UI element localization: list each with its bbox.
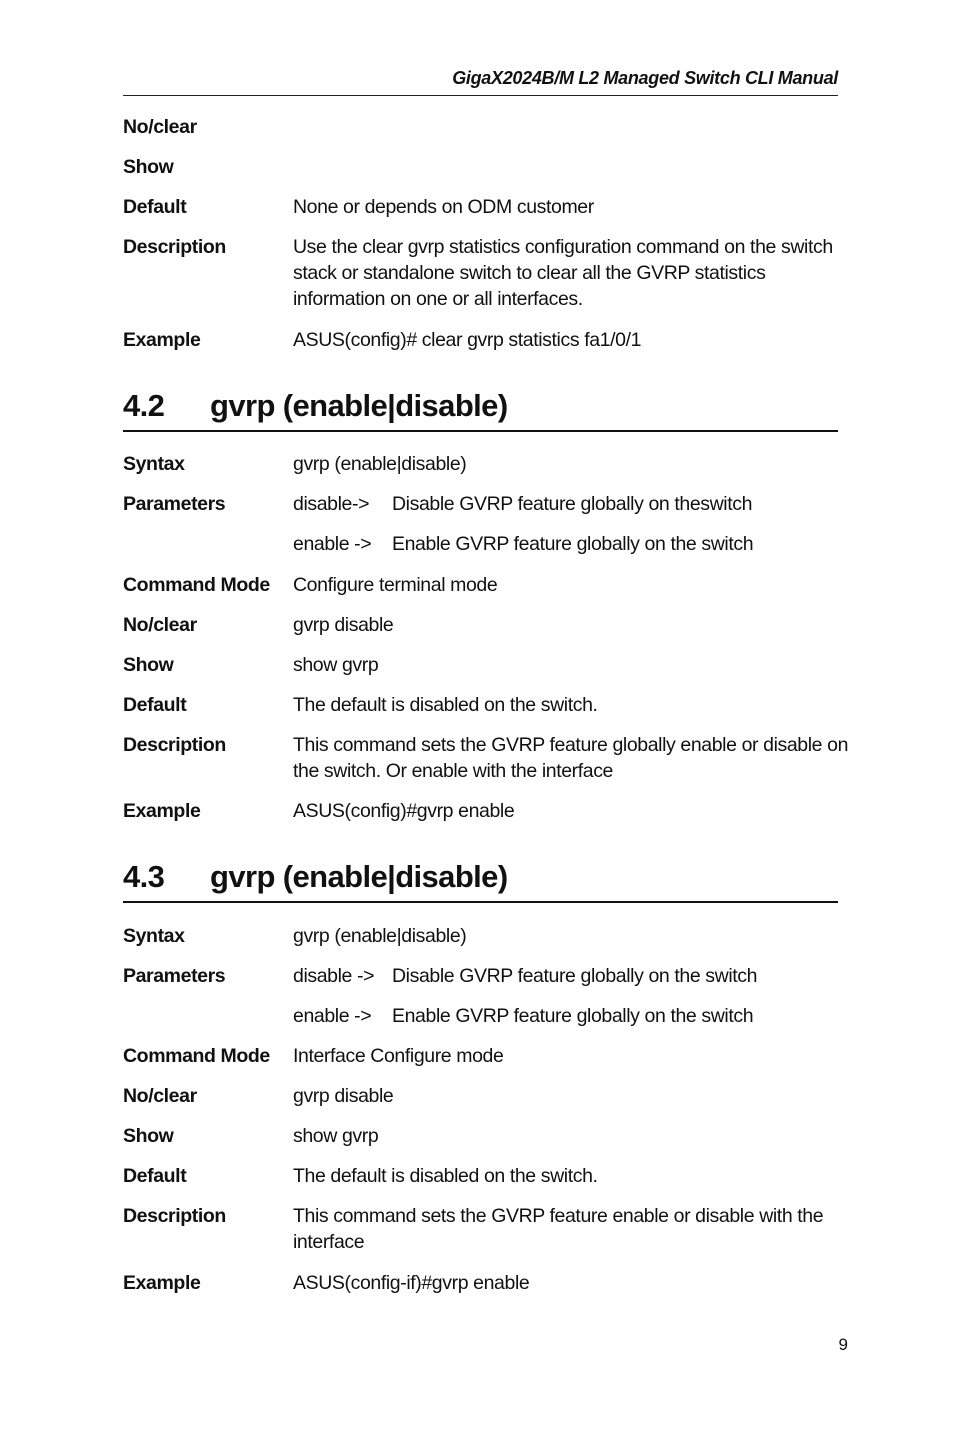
- s43-show-label: Show: [123, 1125, 174, 1147]
- s43-show-value: show gvrp: [293, 1125, 379, 1147]
- prev-default-label: Default: [123, 196, 187, 218]
- s42-param-desc: Disable GVRP feature globally on theswitch: [392, 493, 753, 515]
- s42-noclear-label: No/clear: [123, 614, 197, 636]
- s42-param-key: disable->: [293, 493, 370, 515]
- s42-parameters-label: Parameters: [123, 493, 226, 515]
- s42-command-mode-label: Command Mode: [123, 574, 270, 596]
- s42-default-value: The default is disabled on the switch.: [293, 694, 598, 716]
- s43-example-value: ASUS(config-if)#gvrp enable: [293, 1272, 530, 1294]
- section-4-3-number: 4.3: [123, 859, 165, 894]
- prev-show-label: Show: [123, 156, 174, 178]
- s43-command-mode-label: Command Mode: [123, 1045, 270, 1067]
- s43-description-value: This command sets the GVRP feature enable or disable with the interface: [293, 1205, 824, 1253]
- s43-parameters-label: Parameters: [123, 965, 226, 987]
- s43-param-desc: Enable GVRP feature globally on the switch: [392, 1005, 754, 1027]
- s42-show-label: Show: [123, 654, 174, 676]
- s42-command-mode-value: Configure terminal mode: [293, 574, 498, 596]
- s43-syntax-value: gvrp (enable|disable): [293, 925, 467, 947]
- s43-description-label: Description: [123, 1205, 226, 1227]
- prev-description-value: Use the clear gvrp statistics configuration command on the switch stack or standalone switch to clear all the GVRP statistics information on one or all interfaces.: [293, 236, 833, 310]
- s42-example-value: ASUS(config)#gvrp enable: [293, 800, 515, 822]
- s43-example-label: Example: [123, 1272, 201, 1294]
- s43-param-desc: Disable GVRP feature globally on the switch: [392, 965, 758, 987]
- prev-example-value: ASUS(config)# clear gvrp statistics fa1/0/1: [293, 329, 642, 351]
- s43-noclear-value: gvrp disable: [293, 1085, 394, 1107]
- s42-description-value: This command sets the GVRP feature globally enable or disable on the switch. Or enable with the interface: [293, 734, 849, 782]
- s42-syntax-label: Syntax: [123, 453, 185, 475]
- s43-default-label: Default: [123, 1165, 187, 1187]
- header-divider: [123, 95, 838, 96]
- page-number: 9: [838, 1335, 848, 1354]
- s42-noclear-value: gvrp disable: [293, 614, 394, 636]
- prev-default-value: None or depends on ODM customer: [293, 196, 594, 218]
- s42-param-desc: Enable GVRP feature globally on the switch: [392, 533, 754, 555]
- section-4-2-title: gvrp (enable|disable): [210, 388, 508, 423]
- section-4-2-divider: [123, 430, 838, 432]
- s43-command-mode-value: Interface Configure mode: [293, 1045, 504, 1067]
- s42-param-key: enable ->: [293, 533, 372, 555]
- s43-param-key: enable ->: [293, 1005, 372, 1027]
- prev-description-label: Description: [123, 236, 226, 258]
- s43-default-value: The default is disabled on the switch.: [293, 1165, 598, 1187]
- section-4-3-divider: [123, 901, 838, 903]
- s43-syntax-label: Syntax: [123, 925, 185, 947]
- s43-param-key: disable ->: [293, 965, 375, 987]
- s42-default-label: Default: [123, 694, 187, 716]
- s42-show-value: show gvrp: [293, 654, 379, 676]
- s42-example-label: Example: [123, 800, 201, 822]
- prev-example-label: Example: [123, 329, 201, 351]
- s42-description-label: Description: [123, 734, 226, 756]
- s42-syntax-value: gvrp (enable|disable): [293, 453, 467, 475]
- section-4-2-number: 4.2: [123, 388, 165, 423]
- page-header-title: GigaX2024B/M L2 Managed Switch CLI Manual: [452, 68, 838, 88]
- section-4-3-title: gvrp (enable|disable): [210, 859, 508, 894]
- prev-noclear-label: No/clear: [123, 116, 197, 138]
- s43-noclear-label: No/clear: [123, 1085, 197, 1107]
